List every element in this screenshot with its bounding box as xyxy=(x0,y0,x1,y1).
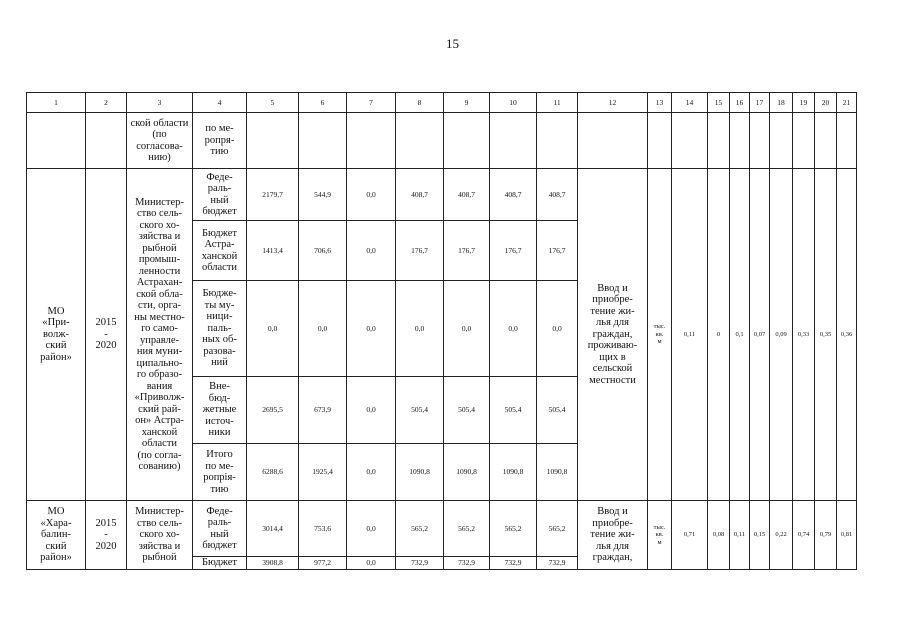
executor-cell: ской области (по согласова- нию) xyxy=(127,113,193,169)
value-cell: 0,0 xyxy=(396,281,444,377)
value-cell: 1090,8 xyxy=(444,444,490,501)
col-header: 9 xyxy=(444,93,490,113)
value-cell: 1090,8 xyxy=(490,444,537,501)
indicator-cell: 0,1 xyxy=(730,169,750,501)
col-header: 14 xyxy=(672,93,708,113)
col-header: 10 xyxy=(490,93,537,113)
value-cell: 1925,4 xyxy=(299,444,347,501)
page-number: 15 xyxy=(446,36,459,51)
indicator-cell: 0,33 xyxy=(793,169,815,501)
value-cell: 0,0 xyxy=(247,281,299,377)
value-cell: 0,0 xyxy=(299,281,347,377)
municipality-cell: МО «При- волж- ский район» xyxy=(27,169,86,501)
value-cell: 3908,8 xyxy=(247,557,299,570)
value-cell: 176,7 xyxy=(537,221,578,281)
value-cell: 706,6 xyxy=(299,221,347,281)
value-cell: 1413,4 xyxy=(247,221,299,281)
value-cell: 0,0 xyxy=(347,281,396,377)
value-cell: 565,2 xyxy=(490,501,537,557)
col-header: 15 xyxy=(708,93,730,113)
col-header: 12 xyxy=(578,93,648,113)
value-cell: 0,0 xyxy=(347,501,396,557)
indicator-cell: 0,22 xyxy=(770,501,793,570)
indicator-cell: 0,15 xyxy=(750,501,770,570)
value-cell: 2179,7 xyxy=(247,169,299,221)
value-cell: 565,2 xyxy=(444,501,490,557)
source-cell: Феде- раль- ный бюджет xyxy=(193,169,247,221)
col-header: 19 xyxy=(793,93,815,113)
col-header: 13 xyxy=(648,93,672,113)
col-header: 16 xyxy=(730,93,750,113)
value-cell: 0,0 xyxy=(347,557,396,570)
indicator-cell: 0 xyxy=(708,169,730,501)
indicator-cell: 0,11 xyxy=(730,501,750,570)
value-cell: 0,0 xyxy=(537,281,578,377)
executor-cell: Министер- ство сель- ского хо- зяйства и рыбной промыш- ленности Астрахан- ской обла- сти, орга- ны местно- го само- управле- ния муни- ципально- го образо- вания «Приволж- ский рай- он» Астра- ханской области (по согла- сованию) xyxy=(127,169,193,501)
continuation-row xyxy=(27,113,857,169)
source-cell: Бюдже- ты му- ници- паль- ных об- разова- ний xyxy=(193,281,247,377)
value-cell: 408,7 xyxy=(537,169,578,221)
program-table xyxy=(26,92,857,570)
value-cell: 505,4 xyxy=(396,377,444,444)
col-header: 18 xyxy=(770,93,793,113)
value-cell: 753,6 xyxy=(299,501,347,557)
value-cell: 0,0 xyxy=(347,377,396,444)
unit-cell: тыс. кв. м xyxy=(648,169,672,501)
value-cell: 1090,8 xyxy=(537,444,578,501)
value-cell: 505,4 xyxy=(537,377,578,444)
years-cell: 2015 - 2020 xyxy=(86,169,127,501)
value-cell: 505,4 xyxy=(444,377,490,444)
col-header: 2 xyxy=(86,93,127,113)
source-cell: Бюджет Астра- ханской области xyxy=(193,221,247,281)
value-cell: 2695,5 xyxy=(247,377,299,444)
col-header: 4 xyxy=(193,93,247,113)
value-cell: 977,2 xyxy=(299,557,347,570)
value-cell: 176,7 xyxy=(490,221,537,281)
col-header: 1 xyxy=(27,93,86,113)
source-cell: Вне- бюд- жетные источ- ники xyxy=(193,377,247,444)
value-cell: 565,2 xyxy=(537,501,578,557)
value-cell: 673,9 xyxy=(299,377,347,444)
indicator-cell: 0,79 xyxy=(815,501,837,570)
col-header: 7 xyxy=(347,93,396,113)
value-cell: 732,9 xyxy=(396,557,444,570)
value-cell: 6288,6 xyxy=(247,444,299,501)
value-cell: 505,4 xyxy=(490,377,537,444)
col-header: 20 xyxy=(815,93,837,113)
value-cell: 544,9 xyxy=(299,169,347,221)
value-cell: 408,7 xyxy=(444,169,490,221)
municipality-cell: МО «Хара- балин- ский район» xyxy=(27,501,86,570)
header-row xyxy=(27,93,857,113)
value-cell: 0,0 xyxy=(347,444,396,501)
years-cell: 2015 - 2020 xyxy=(86,501,127,570)
indicator-cell: 0,07 xyxy=(750,169,770,501)
value-cell: 565,2 xyxy=(396,501,444,557)
value-cell: 0,0 xyxy=(444,281,490,377)
value-cell: 1090,8 xyxy=(396,444,444,501)
indicator-cell: 0,08 xyxy=(708,501,730,570)
col-header: 17 xyxy=(750,93,770,113)
value-cell: 732,9 xyxy=(490,557,537,570)
executor-cell: Министер- ство сель- ского хо- зяйства и рыбной xyxy=(127,501,193,570)
source-cell: по ме- ропря- тию xyxy=(193,113,247,169)
value-cell: 732,9 xyxy=(444,557,490,570)
indicator-cell: 0,81 xyxy=(837,501,857,570)
source-cell: Бюджет xyxy=(193,557,247,570)
source-cell: Итого по ме- ропрія- тию xyxy=(193,444,247,501)
indicator-cell: 0,09 xyxy=(770,169,793,501)
indicator-cell: 0,35 xyxy=(815,169,837,501)
value-cell: 0,0 xyxy=(347,221,396,281)
col-header: 21 xyxy=(837,93,857,113)
value-cell: 732,9 xyxy=(537,557,578,570)
col-header: 11 xyxy=(537,93,578,113)
value-cell: 0,0 xyxy=(490,281,537,377)
table-row xyxy=(27,501,857,557)
indicator-cell: 0,36 xyxy=(837,169,857,501)
indicator-cell: 0,11 xyxy=(672,169,708,501)
value-cell: 176,7 xyxy=(396,221,444,281)
goal-cell: Ввод и приобре- тение жи- лья для граждан, xyxy=(578,501,648,570)
table-row xyxy=(27,169,857,221)
indicator-cell: 0,71 xyxy=(672,501,708,570)
col-header: 6 xyxy=(299,93,347,113)
value-cell: 0,0 xyxy=(347,169,396,221)
source-cell: Феде- раль- ный бюджет xyxy=(193,501,247,557)
unit-cell: тыс. кв. м xyxy=(648,501,672,570)
col-header: 5 xyxy=(247,93,299,113)
indicator-cell: 0,74 xyxy=(793,501,815,570)
col-header: 8 xyxy=(396,93,444,113)
value-cell: 408,7 xyxy=(490,169,537,221)
goal-cell: Ввод и приобре- тение жи- лья для граждан, проживаю- щих в сельской местности xyxy=(578,169,648,501)
col-header: 3 xyxy=(127,93,193,113)
value-cell: 408,7 xyxy=(396,169,444,221)
value-cell: 3014,4 xyxy=(247,501,299,557)
value-cell: 176,7 xyxy=(444,221,490,281)
